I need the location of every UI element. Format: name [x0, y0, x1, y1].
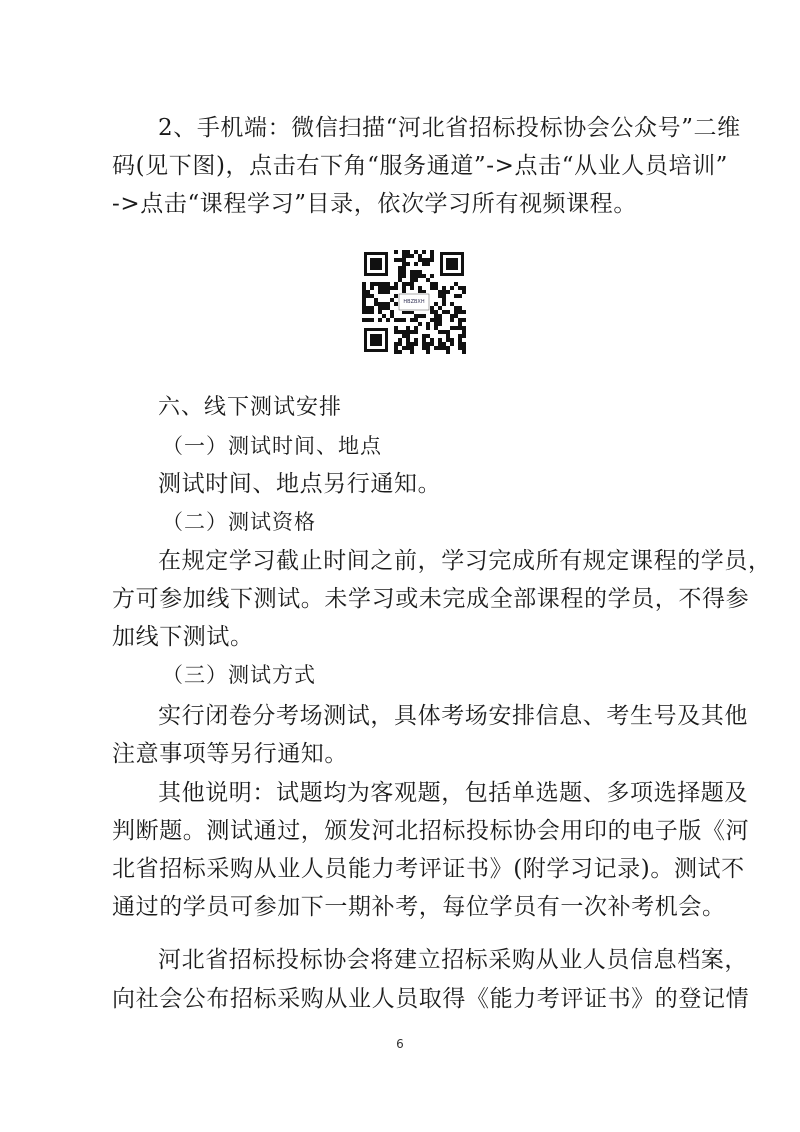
sub-section-1-title: （一）测试时间、地点: [162, 434, 382, 458]
mobile-instructions-line-1: 2、手机端：微信扫描“河北省招标投标协会公众号”二维: [158, 115, 741, 141]
sub-section-2-title: （二）测试资格: [162, 510, 316, 534]
mobile-instructions-line-3: ->点击“课程学习”目录，依次学习所有视频课程。: [112, 191, 637, 217]
mobile-instructions-line-2: 码(见下图)，点击右下角“服务通道”->点击“从业人员培训”: [112, 153, 729, 179]
sub-section-3-body-line-1: 实行闭卷分考场测试，具体考场安排信息、考生号及其他: [158, 703, 748, 729]
qr-center-logo: HBZBXH: [403, 299, 425, 305]
sub-section-2-body-line-2: 方可参加线下测试。未学习或未完成全部课程的学员，不得参: [112, 586, 750, 612]
archive-paragraph-line-2: 向社会公布招标采购从业人员取得《能力考评证书》的登记情: [112, 986, 750, 1012]
wechat-qr-code: [360, 248, 468, 356]
sub-section-3-title: （三）测试方式: [162, 663, 316, 687]
sub-section-2-body-line-3: 加线下测试。: [112, 624, 254, 650]
sub-section-3-body-line-2: 注意事项等另行通知。: [112, 741, 348, 767]
sub-section-2-body-line-1: 在规定学习截止时间之前，学习完成所有规定课程的学员，: [158, 548, 772, 574]
other-notes-line-4: 通过的学员可参加下一期补考，每位学员有一次补考机会。: [112, 894, 726, 920]
page-number: 6: [396, 1037, 404, 1051]
sub-section-1-body: 测试时间、地点另行通知。: [158, 471, 442, 497]
other-notes-line-1: 其他说明：试题均为客观题，包括单选题、多项选择题及: [158, 780, 748, 806]
other-notes-line-2: 判断题。测试通过，颁发河北招标投标协会用印的电子版《河: [112, 818, 750, 844]
archive-paragraph-line-1: 河北省招标投标协会将建立招标采购从业人员信息档案，: [158, 947, 748, 973]
section-six-title: 六、线下测试安排: [158, 395, 343, 420]
qr-code-image: [360, 248, 468, 356]
other-notes-line-3: 北省招标采购从业人员能力考评证书》(附学习记录)。测试不: [112, 856, 745, 882]
